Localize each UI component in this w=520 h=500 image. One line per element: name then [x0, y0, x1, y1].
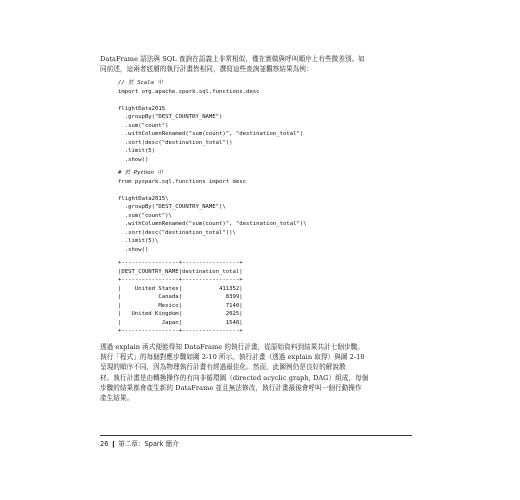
code-line: .withColumnRenamed("sum(count)", "destination_total")\ [118, 221, 307, 227]
output-line: +-----------------+-----------------+ [118, 277, 243, 283]
output-line: +-----------------+-----------------+ [118, 260, 243, 266]
code-line: import org.apache.spark.sql.functions.desc [118, 88, 260, 95]
code-line: .sort(desc("destination_total")) [118, 139, 233, 146]
code-line: .sum("count")\ [118, 212, 172, 219]
scala-comment: // 於 Scala 中 [118, 80, 163, 86]
code-line: from pyspark.sql.functions import desc [118, 178, 246, 185]
scala-code-block [118, 79, 303, 164]
paragraph-line: 產生結果。 [100, 394, 134, 403]
code-line: .sort(desc("destination_total"))\ [118, 229, 236, 236]
paragraph-line: DataFrame 語法與 SQL 查詢在語義上非常相似，僅在實做與呼叫順序上有些微差別。如 [100, 55, 365, 63]
code-line [118, 186, 307, 195]
paragraph-line: 同前述，這兩者底層的執行計畫皆相同，撰寫這些查詢並觀察結果為例： [100, 65, 313, 74]
paragraph-line: 呈現的順序不同，因為物理執行計畫有經過最佳化。然而，此圖例仍是良好的解說教 [100, 363, 346, 372]
output-line: |DEST_COUNTRY_NAME|destination_total| [118, 268, 243, 275]
output-line: | United Kingdom| 2025| [118, 311, 243, 317]
page-footer: 26 ❙ 第二章：Spark 簡介 [100, 440, 179, 448]
footer-divider [100, 435, 412, 436]
code-line: .sum("count") [118, 122, 169, 129]
code-line: flightData2015 [118, 105, 166, 112]
paragraph-line: 步驟的結果都會產生新的 DataFrame 並且無法修改，執行計畫最後會呼叫一個行動操作 [100, 383, 362, 392]
code-line: flightData2015\ [118, 195, 169, 202]
code-line: .show() [118, 156, 149, 163]
code-line: .withColumnRenamed("sum(count)", "destination_total") [118, 131, 304, 137]
output-table-block [118, 259, 243, 336]
code-line: .limit(5)\ [118, 238, 159, 244]
code-line: .limit(5) [118, 148, 156, 154]
code-line: .groupBy("DEST_COUNTRY_NAME")\ [118, 204, 226, 210]
output-line: | Mexico| 7140| [118, 302, 243, 309]
paragraph-line: 透過 explain 函式便能得知 DataFrame 的執行計畫，從原始資料到結果共計七個步驟。 [100, 343, 364, 351]
output-line: | Canada| 8399| [118, 294, 243, 300]
python-comment: # 於 Python 中 [118, 170, 163, 176]
paragraph-line: 材。執行計畫是由轉換操作的有向非循環圖（directed acyclic graph, DAG）組成，每個 [100, 373, 369, 382]
intro-paragraph [100, 54, 412, 74]
code-line [118, 96, 303, 105]
explain-paragraph [100, 342, 412, 403]
code-line: .show() [118, 246, 149, 253]
output-line: | Japan| 1548| [118, 319, 243, 326]
python-code-block [118, 169, 307, 254]
code-line: .groupBy("DEST_COUNTRY_NAME") [118, 114, 223, 120]
output-line: +-----------------+-----------------+ [118, 328, 243, 334]
output-line: | United States| 411352| [118, 285, 243, 292]
paragraph-line: 執行「程式」的每個對應步驟如圖 2-10 所示。執行計畫（透過 explain 取得）與圖 2-10 [100, 353, 365, 362]
